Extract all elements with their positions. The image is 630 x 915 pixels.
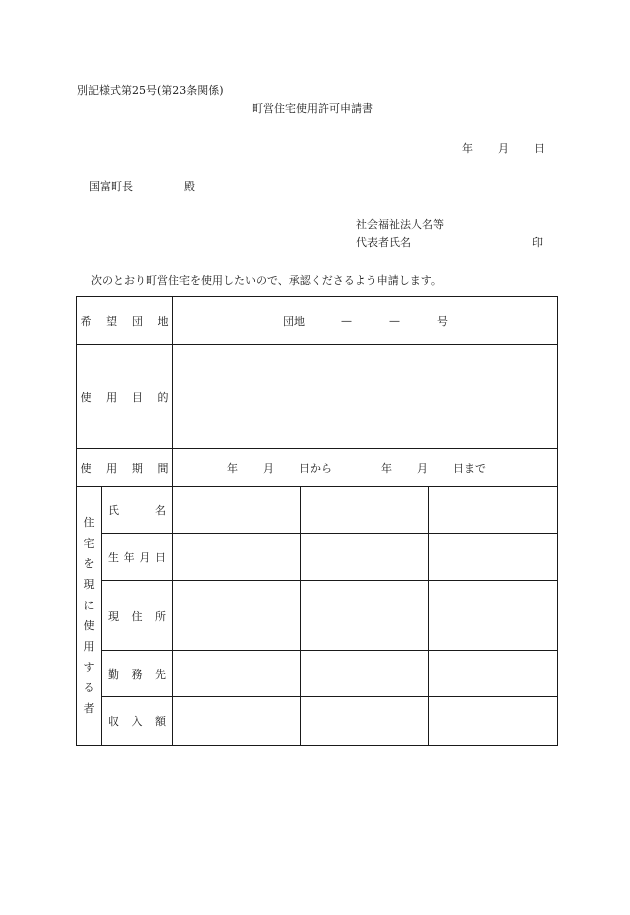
occupant-address-cell-3[interactable]: [429, 581, 558, 651]
desired-complex-field[interactable]: [173, 297, 558, 345]
period-row: [77, 449, 558, 487]
occupant-workplace-cell-1[interactable]: [173, 651, 301, 697]
period-from-year: 年: [227, 461, 238, 475]
occupant-birthdate-cell-2[interactable]: [301, 534, 429, 581]
occupant-name-cell-1[interactable]: [173, 487, 301, 534]
honorific: 殿: [184, 180, 195, 193]
occupant-row-name: [77, 487, 558, 534]
occupant-workplace-label: 勤 務 先: [102, 651, 173, 697]
occupant-income-cell-2[interactable]: [301, 697, 429, 746]
occupant-address-label: 現 住 所: [102, 581, 173, 651]
purpose-field[interactable]: [173, 345, 558, 449]
date-month-label: 月: [498, 142, 509, 155]
occupant-row-address: [77, 581, 558, 651]
period-label: 使 用 期 間: [77, 449, 173, 487]
period-to-year: 年: [381, 461, 392, 475]
occupant-address-cell-1[interactable]: [173, 581, 301, 651]
occupant-birthdate-label: 生 年 月 日: [102, 534, 173, 581]
purpose-row: [77, 345, 558, 449]
application-form-table: [76, 296, 558, 746]
period-to-month: 月: [417, 461, 428, 475]
desired-complex-row: [77, 297, 558, 345]
period-from-month: 月: [263, 461, 274, 475]
occupant-address-cell-2[interactable]: [301, 581, 429, 651]
addressee: 国富町長: [89, 180, 133, 193]
occupant-workplace-cell-2[interactable]: [301, 651, 429, 697]
representative-label: 代表者氏名: [356, 236, 411, 249]
seal-mark: 印: [532, 236, 543, 249]
go-label: 号: [437, 314, 448, 328]
period-field[interactable]: [173, 449, 558, 487]
occupant-name-label: 氏 名: [102, 487, 173, 534]
period-from-day: 日から: [299, 461, 332, 475]
danchi-label: 団地: [283, 314, 305, 328]
occupant-name-cell-2[interactable]: [301, 487, 429, 534]
date-year-label: 年: [462, 142, 473, 155]
occupant-income-cell-3[interactable]: [429, 697, 558, 746]
occupant-name-cell-3[interactable]: [429, 487, 558, 534]
purpose-label: 使 用 目 的: [77, 345, 173, 449]
occupant-group-label: 住 宅 を 現 に 使 用 す る 者: [77, 487, 102, 746]
occupant-row-workplace: [77, 651, 558, 697]
period-to-day: 日まで: [453, 461, 486, 475]
dash-1: —: [341, 314, 352, 327]
occupant-income-cell-1[interactable]: [173, 697, 301, 746]
date-day-label: 日: [534, 142, 545, 155]
occupant-birthdate-cell-1[interactable]: [173, 534, 301, 581]
desired-complex-label: 希 望 団 地: [77, 297, 173, 345]
occupant-row-income: [77, 697, 558, 746]
dash-2: —: [389, 314, 400, 327]
document-title: 町営住宅使用許可申請書: [252, 102, 373, 115]
occupant-row-birthdate: [77, 534, 558, 581]
occupant-income-label: 収 入 額: [102, 697, 173, 746]
form-number: 別記様式第25号(第23条関係): [77, 84, 224, 97]
occupant-workplace-cell-3[interactable]: [429, 651, 558, 697]
intro-text: 次のとおり町営住宅を使用したいので、承認くださるよう申請します。: [91, 274, 442, 287]
applicant-org-label: 社会福祉法人名等: [356, 218, 444, 231]
occupant-birthdate-cell-3[interactable]: [429, 534, 558, 581]
